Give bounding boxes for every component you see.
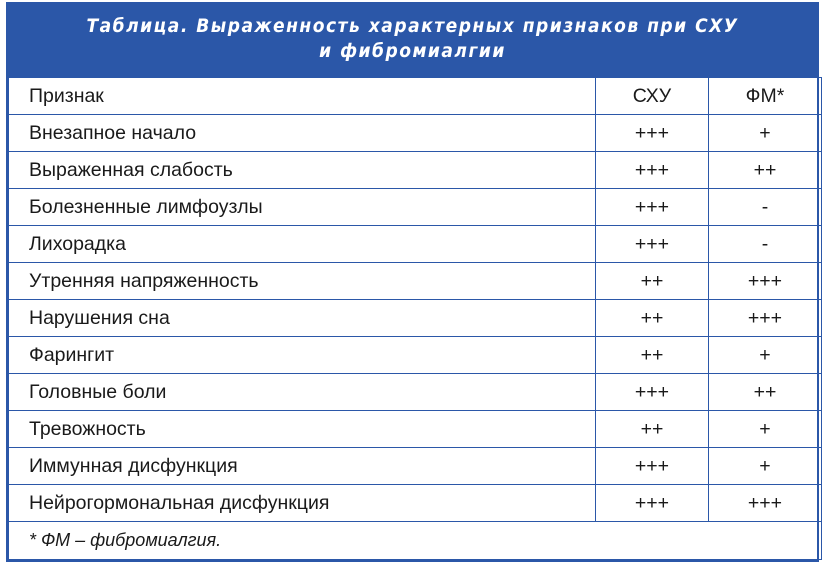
footnote: * ФМ – фибромиалгия. (9, 522, 822, 560)
row-sxu-value: ++ (596, 411, 709, 448)
table-row (9, 411, 822, 448)
row-sign: Тревожность (9, 411, 596, 448)
row-sign: Нарушения сна (9, 300, 596, 337)
row-sxu-value: +++ (596, 448, 709, 485)
table-row (9, 226, 822, 263)
table-row (9, 189, 822, 226)
table-header-row (9, 78, 822, 115)
row-fm-value: +++ (709, 300, 822, 337)
row-fm-value: - (709, 189, 822, 226)
table-title (6, 2, 819, 77)
row-fm-value: + (709, 448, 822, 485)
row-sxu-value: ++ (596, 300, 709, 337)
table-row (9, 300, 822, 337)
table-title-line-1: Таблица. Выраженность характерных признаков при СХУ (86, 14, 739, 37)
row-sign: Утренняя напряженность (9, 263, 596, 300)
row-fm-value: +++ (709, 485, 822, 522)
table-row (9, 448, 822, 485)
row-sxu-value: +++ (596, 115, 709, 152)
row-sign: Болезненные лимфоузлы (9, 189, 596, 226)
table-row (9, 115, 822, 152)
table-row (9, 485, 822, 522)
row-sxu-value: +++ (596, 485, 709, 522)
column-header-sign: Признак (9, 78, 596, 115)
row-sign: Головные боли (9, 374, 596, 411)
row-sxu-value: +++ (596, 189, 709, 226)
row-sign: Иммунная дисфункция (9, 448, 596, 485)
row-sign: Выраженная слабость (9, 152, 596, 189)
row-sign: Лихорадка (9, 226, 596, 263)
row-fm-value: + (709, 115, 822, 152)
row-sxu-value: +++ (596, 374, 709, 411)
column-header-fm: ФМ* (709, 78, 822, 115)
row-fm-value: + (709, 411, 822, 448)
row-fm-value: + (709, 337, 822, 374)
row-sxu-value: ++ (596, 337, 709, 374)
row-sign: Нейрогормональная дисфункция (9, 485, 596, 522)
table-row (9, 263, 822, 300)
table-row (9, 374, 822, 411)
row-fm-value: - (709, 226, 822, 263)
row-fm-value: ++ (709, 152, 822, 189)
row-fm-value: +++ (709, 263, 822, 300)
row-sxu-value: +++ (596, 226, 709, 263)
symptoms-table (8, 77, 822, 560)
table-body (6, 77, 819, 562)
row-sxu-value: +++ (596, 152, 709, 189)
column-header-sxu: СХУ (596, 78, 709, 115)
row-sxu-value: ++ (596, 263, 709, 300)
table-footnote-row (9, 522, 822, 560)
row-sign: Фарингит (9, 337, 596, 374)
table-row (9, 152, 822, 189)
table-title-line-2: и фибромиалгии (319, 39, 506, 62)
table-row (9, 337, 822, 374)
table-card (6, 2, 819, 570)
row-sign: Внезапное начало (9, 115, 596, 152)
row-fm-value: ++ (709, 374, 822, 411)
